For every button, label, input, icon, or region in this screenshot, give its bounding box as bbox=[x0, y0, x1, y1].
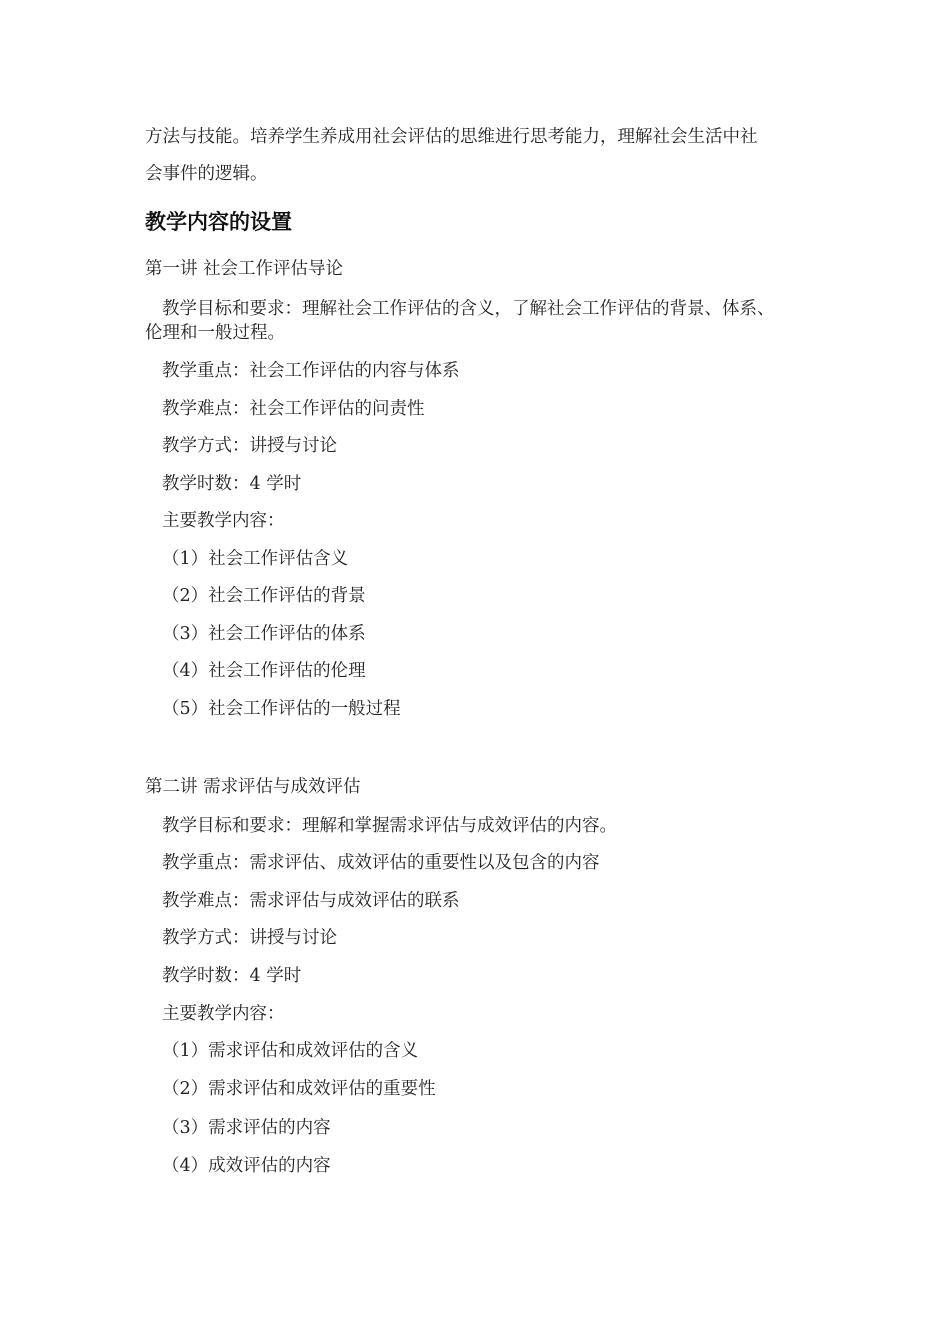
lecture1-title: 第一讲 社会工作评估导论 bbox=[145, 259, 344, 279]
list-item: （4）成效评估的内容 bbox=[162, 1156, 331, 1176]
lecture2-content-label: 主要教学内容： bbox=[162, 1004, 285, 1024]
lecture1-hours: 教学时数：4 学时 bbox=[162, 474, 302, 494]
list-item: （5）社会工作评估的一般过程 bbox=[162, 699, 401, 719]
lecture2-method: 教学方式：讲授与讨论 bbox=[162, 928, 337, 948]
lecture2-difficulties: 教学难点：需求评估与成效评估的联系 bbox=[162, 891, 460, 911]
lecture1-difficulties: 教学难点：社会工作评估的问责性 bbox=[162, 399, 425, 419]
list-item: （2）社会工作评估的背景 bbox=[162, 586, 366, 606]
lecture2-title: 第二讲 需求评估与成效评估 bbox=[145, 777, 361, 797]
intro-line-1: 方法与技能。培养学生养成用社会评估的思维进行思考能力，理解社会生活中社 bbox=[145, 127, 758, 147]
lecture1-objective-line-1: 教学目标和要求：理解社会工作评估的含义，了解社会工作评估的背景、体系、 bbox=[162, 299, 775, 319]
list-item: （3）社会工作评估的体系 bbox=[162, 624, 366, 644]
lecture1-objective-line-2: 伦理和一般过程。 bbox=[145, 323, 285, 343]
lecture2-objective: 教学目标和要求：理解和掌握需求评估与成效评估的内容。 bbox=[162, 816, 617, 836]
list-item: （2）需求评估和成效评估的重要性 bbox=[162, 1079, 436, 1099]
section-heading: 教学内容的设置 bbox=[145, 210, 292, 234]
intro-line-2: 会事件的逻辑。 bbox=[145, 164, 268, 184]
lecture1-method: 教学方式：讲授与讨论 bbox=[162, 436, 337, 456]
list-item: （3）需求评估的内容 bbox=[162, 1118, 331, 1138]
lecture2-hours: 教学时数：4 学时 bbox=[162, 966, 302, 986]
list-item: （1）社会工作评估含义 bbox=[162, 549, 349, 569]
lecture2-key-points: 教学重点：需求评估、成效评估的重要性以及包含的内容 bbox=[162, 853, 600, 873]
list-item: （1）需求评估和成效评估的含义 bbox=[162, 1041, 419, 1061]
list-item: （4）社会工作评估的伦理 bbox=[162, 661, 366, 681]
lecture1-content-label: 主要教学内容： bbox=[162, 511, 285, 531]
lecture1-key-points: 教学重点：社会工作评估的内容与体系 bbox=[162, 361, 460, 381]
